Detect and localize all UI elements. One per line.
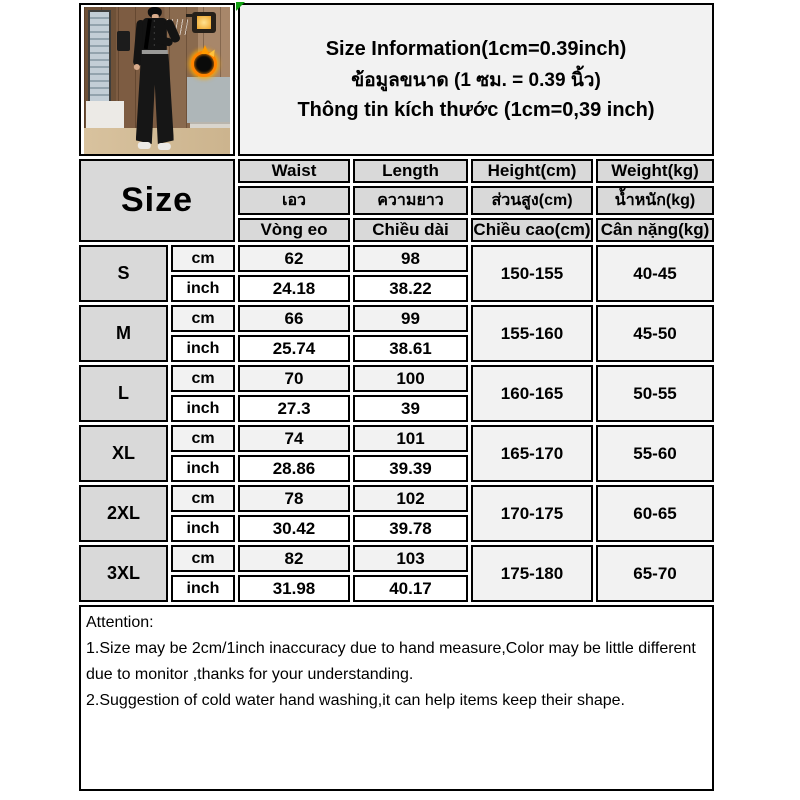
waist-cm-l: 70	[238, 365, 350, 392]
size-label-s: S	[79, 245, 168, 302]
waist-inch-l: 27.3	[238, 395, 350, 422]
length-cm-l: 100	[353, 365, 468, 392]
wide-leg-pants	[136, 54, 174, 144]
waist-inch-2xl: 30.42	[238, 515, 350, 542]
table-row	[79, 425, 714, 452]
attention-heading: Attention:	[86, 614, 154, 631]
attention-notes	[79, 605, 714, 791]
table-row	[79, 545, 714, 572]
height-l: 160-165	[471, 365, 593, 422]
size-chart-table	[76, 0, 717, 794]
product-photo	[84, 7, 230, 154]
wall-lamp	[192, 12, 216, 33]
length-inch-m: 38.61	[353, 335, 468, 362]
header-height-en: Height(cm)	[471, 159, 593, 183]
unit-cm-label: cm	[171, 485, 235, 512]
length-inch-3xl: 40.17	[353, 575, 468, 602]
unit-inch-label: inch	[171, 395, 235, 422]
height-xl: 165-170	[471, 425, 593, 482]
waist-inch-s: 24.18	[238, 275, 350, 302]
size-label-3xl: 3XL	[79, 545, 168, 602]
waist-cm-m: 66	[238, 305, 350, 332]
weight-3xl: 65-70	[596, 545, 714, 602]
size-label-2xl: 2XL	[79, 485, 168, 542]
size-label-xl: XL	[79, 425, 168, 482]
table-row	[79, 245, 714, 272]
waist-cm-s: 62	[238, 245, 350, 272]
title-cell	[238, 3, 714, 156]
length-cm-2xl: 102	[353, 485, 468, 512]
unit-inch-label: inch	[171, 515, 235, 542]
length-cm-s: 98	[353, 245, 468, 272]
header-weight-en: Weight(kg)	[596, 159, 714, 183]
attention-item-2: 2.Suggestion of cold water hand washing,it can help items keep their shape.	[86, 692, 625, 709]
bench	[86, 101, 124, 131]
length-cm-m: 99	[353, 305, 468, 332]
header-waist-en: Waist	[238, 159, 350, 183]
size-label-m: M	[79, 305, 168, 362]
attention-item-1: 1.Size may be 2cm/1inch inaccuracy due to hand measure,Color may be little different due to monitor ,thanks for your understanding.	[86, 640, 696, 683]
height-3xl: 175-180	[471, 545, 593, 602]
height-m: 155-160	[471, 305, 593, 362]
unit-inch-label: inch	[171, 275, 235, 302]
height-2xl: 170-175	[471, 485, 593, 542]
length-inch-l: 39	[353, 395, 468, 422]
unit-inch-label: inch	[171, 575, 235, 602]
size-chart-sheet	[76, 0, 717, 794]
header-length-th: ความยาว	[353, 186, 468, 215]
size-label-l: L	[79, 365, 168, 422]
weight-m: 45-50	[596, 305, 714, 362]
window-blinds	[88, 10, 111, 114]
counter-backsplash	[187, 77, 230, 123]
waist-cm-xl: 74	[238, 425, 350, 452]
table-row	[79, 365, 714, 392]
header-weight-th: น้ำหนัก(kg)	[596, 186, 714, 215]
unit-cm-label: cm	[171, 425, 235, 452]
unit-cm-label: cm	[171, 365, 235, 392]
title-en: Size Information(1cm=0.39inch)	[325, 37, 627, 60]
size-corner-label: Size	[79, 159, 235, 242]
length-cm-xl: 101	[353, 425, 468, 452]
title-th: ข้อมูลขนาด (1 ซม. = 0.39 นิ้ว)	[351, 69, 601, 91]
unit-cm-label: cm	[171, 305, 235, 332]
table-row	[79, 485, 714, 512]
model-hand-left	[134, 64, 140, 70]
flame-icon	[191, 51, 217, 77]
table-row	[79, 305, 714, 332]
header-waist-th: เอว	[238, 186, 350, 215]
weight-l: 50-55	[596, 365, 714, 422]
height-s: 150-155	[471, 245, 593, 302]
waist-cm-3xl: 82	[238, 545, 350, 572]
title-vi: Thông tin kích thước (1cm=0,39 inch)	[297, 98, 655, 121]
unit-cm-label: cm	[171, 245, 235, 272]
model-figure	[122, 7, 186, 154]
weight-xl: 55-60	[596, 425, 714, 482]
waist-inch-3xl: 31.98	[238, 575, 350, 602]
green-corner-marker-icon	[236, 2, 245, 11]
shoe-left	[138, 142, 151, 149]
shoe-right	[158, 143, 171, 150]
header-height-vi: Chiều cao(cm)	[471, 218, 593, 242]
length-inch-xl: 39.39	[353, 455, 468, 482]
weight-2xl: 60-65	[596, 485, 714, 542]
waist-inch-m: 25.74	[238, 335, 350, 362]
length-inch-2xl: 39.78	[353, 515, 468, 542]
length-cm-3xl: 103	[353, 545, 468, 572]
waist-inch-xl: 28.86	[238, 455, 350, 482]
header-height-th: ส่วนสูง(cm)	[471, 186, 593, 215]
header-length-vi: Chiều dài	[353, 218, 468, 242]
header-waist-vi: Vòng eo	[238, 218, 350, 242]
header-length-en: Length	[353, 159, 468, 183]
unit-inch-label: inch	[171, 455, 235, 482]
unit-inch-label: inch	[171, 335, 235, 362]
length-inch-s: 38.22	[353, 275, 468, 302]
header-weight-vi: Cân nặng(kg)	[596, 218, 714, 242]
waist-cm-2xl: 78	[238, 485, 350, 512]
weight-s: 40-45	[596, 245, 714, 302]
unit-cm-label: cm	[171, 545, 235, 572]
product-photo-cell	[79, 3, 235, 156]
